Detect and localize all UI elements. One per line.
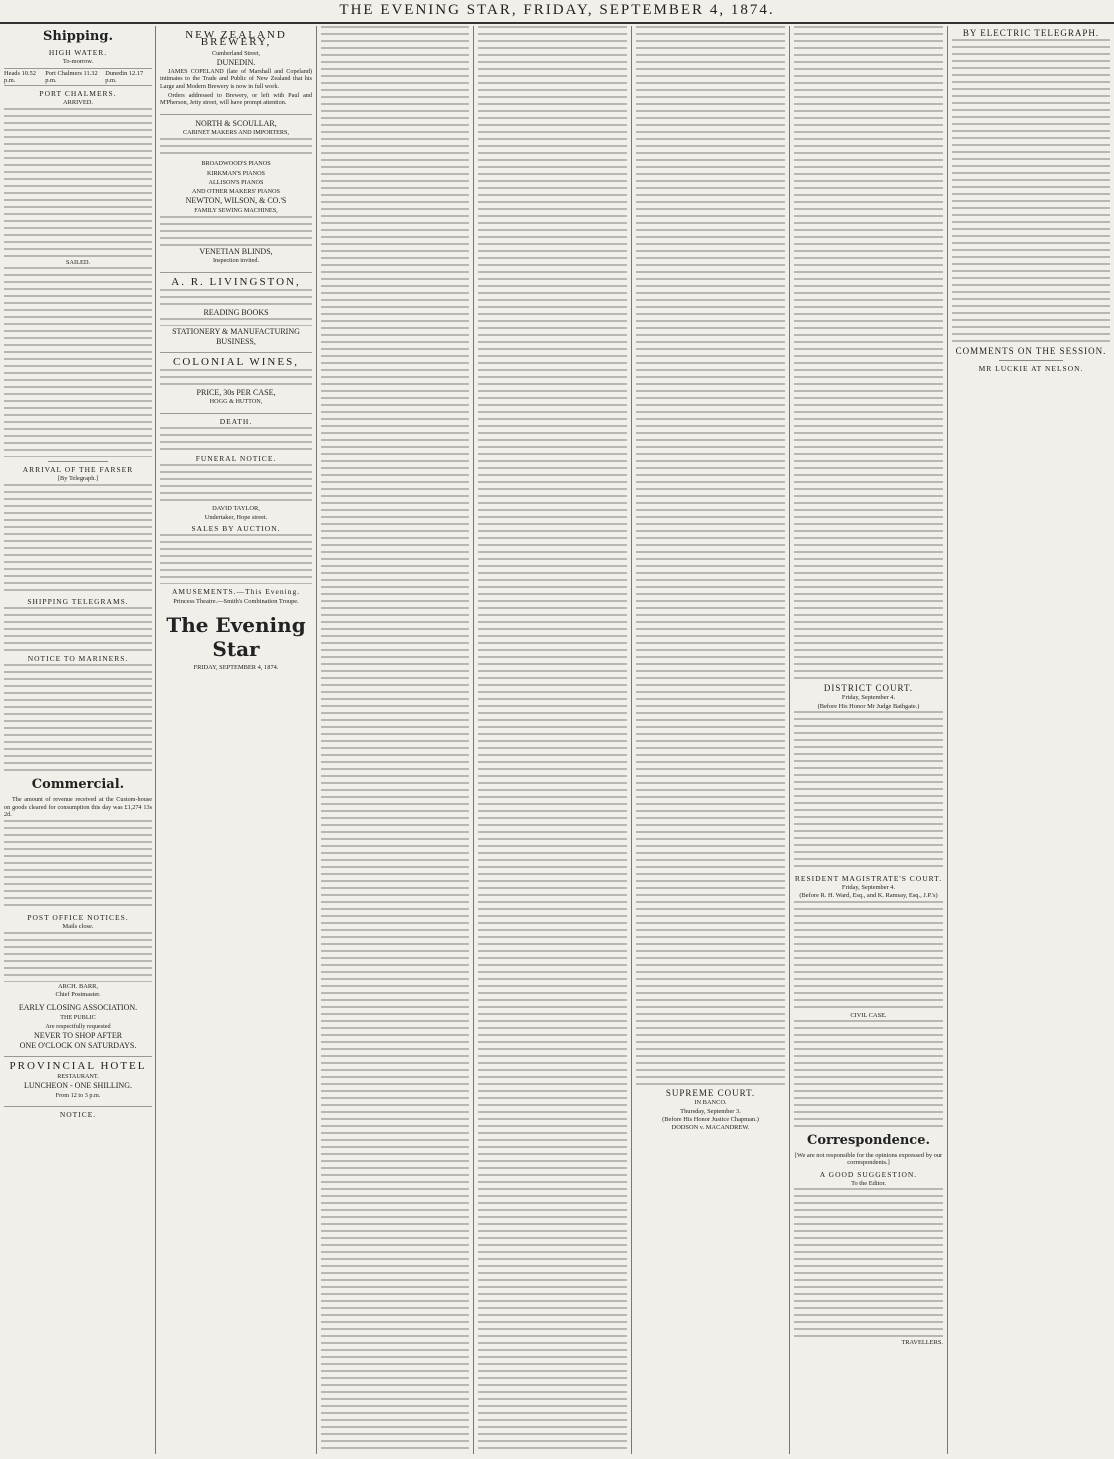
cabinet-makers: CABINET MAKERS AND IMPORTERS, xyxy=(182,128,290,136)
early-closing-title: EARLY CLOSING ASSOCIATION. xyxy=(18,1003,138,1013)
notice-heading: NOTICE. xyxy=(59,1110,97,1120)
in-banco: IN BANCO. xyxy=(694,1099,727,1107)
requested: Are respectfully requested xyxy=(45,1022,111,1030)
arrived-label: ARRIVED. xyxy=(63,99,93,107)
mails-close-label: Mails close. xyxy=(62,923,94,931)
column-news xyxy=(478,26,627,1454)
shipping-telegrams-text xyxy=(4,607,152,651)
electric-telegraph-heading: BY ELECTRIC TELEGRAPH. xyxy=(962,28,1100,38)
resident-magistrate-heading: RESIDENT MAGISTRATE'S COURT. xyxy=(794,873,943,883)
tide-port-chalmers: Port Chalmers 11.32 p.m. xyxy=(45,69,98,84)
leader-date: FRIDAY, SEPTEMBER 4, 1874. xyxy=(193,663,279,671)
column-court xyxy=(636,26,785,1454)
rm-before: (Before R. H. Ward, Esq., and K. Ramsay, Esq., J.P.'s) xyxy=(799,892,938,900)
tomorrow-label: To-morrow. xyxy=(62,58,94,66)
sales-heading: SALES BY AUCTION. xyxy=(191,523,281,533)
brewery-orders: Orders addressed to Brewery, or left with Paul and M'Pherson, Jetty street, will have prompt attention. xyxy=(160,92,312,107)
chief-postmaster: Chief Postmaster. xyxy=(55,991,101,999)
column-shipping xyxy=(4,26,152,1454)
provincial-hotel-title: PROVINCIAL HOTEL xyxy=(9,1059,147,1072)
farser-heading: ARRIVAL OF THE FARSER xyxy=(22,465,134,475)
column-rule xyxy=(316,26,317,1454)
farser-text xyxy=(4,484,152,594)
mariners-text xyxy=(4,664,152,774)
by-telegraph-label: [By Telegraph.] xyxy=(57,475,99,483)
supreme-court-heading: SUPREME COURT. xyxy=(665,1088,756,1098)
column-rule xyxy=(631,26,632,1454)
death-heading: DEATH. xyxy=(219,416,253,426)
venetian-blinds: VENETIAN BLINDS, xyxy=(199,247,273,257)
piano-1: BROADWOOD'S PIANOS xyxy=(201,160,271,168)
newspaper-title: THE EVENING STAR, FRIDAY, SEPTEMBER 4, 1874. xyxy=(339,2,775,18)
mails-text xyxy=(4,932,152,982)
piano-3: ALLISON'S PIANOS xyxy=(208,178,264,186)
rm-date: Friday, September 4. xyxy=(841,884,896,892)
column-telegraph xyxy=(952,26,1110,1454)
sailings-text xyxy=(4,267,152,457)
livingston-title: A. R. LIVINGSTON, xyxy=(171,275,301,288)
tide-dunedin: Dunedin 12.17 p.m. xyxy=(105,69,144,84)
newton-wilson: NEWTON, WILSON, & CO.'S xyxy=(185,196,287,206)
column-ads xyxy=(160,26,312,1454)
column-rule xyxy=(473,26,474,1454)
undertaker: Undertaker, Hope street. xyxy=(204,513,268,521)
early-closing-ad xyxy=(4,999,152,1056)
tide-heads: Heads 10.52 p.m. xyxy=(4,69,36,84)
column-leader xyxy=(321,26,469,1454)
district-court-heading: DISTRICT COURT. xyxy=(823,683,914,693)
stationery: STATIONERY & MANUFACTURING xyxy=(172,327,300,337)
one-oclock: ONE O'CLOCK ON SATURDAYS. xyxy=(19,1040,137,1050)
column-rule xyxy=(789,26,790,1454)
section-commercial-heading: Commercial. xyxy=(31,777,125,793)
brewery-city: DUNEDIN. xyxy=(216,57,256,67)
commercial-text xyxy=(4,820,152,910)
arrivals-text xyxy=(4,108,152,258)
david-taylor: DAVID TAYLOR, xyxy=(212,505,260,513)
good-suggestion-heading: A GOOD SUGGESTION. xyxy=(819,1169,918,1179)
princess-theatre: Princess Theatre.—Smith's Combination Troupe. xyxy=(173,597,299,605)
sailed-label: SAILED. xyxy=(65,258,91,266)
district-date: Friday, September 4. xyxy=(841,694,896,702)
inspection: Inspection invited. xyxy=(212,257,260,265)
arch-barr: ARCH. BARR, xyxy=(58,982,98,990)
post-office-heading: POST OFFICE NOTICES. xyxy=(27,913,129,923)
column-district xyxy=(794,26,943,1454)
district-before: (Before His Honor Mr Judge Bathgate.) xyxy=(817,702,920,710)
supreme-date: Thursday, September 3. xyxy=(680,1107,741,1115)
correspondence-note: [We are not responsible for the opinions expressed by our correspondents.] xyxy=(794,1152,943,1167)
port-chalmers-heading: PORT CHALMERS. xyxy=(39,89,117,99)
case-title: DODSON v. MACANDREW. xyxy=(671,1124,750,1132)
luckie-heading: MR LUCKIE AT NELSON. xyxy=(978,363,1084,373)
colonial-wines: COLONIAL WINES, xyxy=(173,355,299,368)
civil-case: CIVIL CASE. xyxy=(850,1011,887,1019)
business: BUSINESS, xyxy=(216,336,256,346)
supreme-before: (Before His Honor Justice Chapman.) xyxy=(662,1115,759,1123)
to-editor: To the Editor. xyxy=(851,1179,886,1187)
shipping-telegrams-heading: SHIPPING TELEGRAMS. xyxy=(27,596,129,606)
north-scoullar-ad xyxy=(160,115,312,273)
brewery-title: NEW ZEALAND BREWERY, xyxy=(185,29,287,49)
signature: TRAVELLERS. xyxy=(901,1339,943,1347)
family-machines: FAMILY SEWING MACHINES, xyxy=(194,206,278,214)
wine-price: PRICE, 30s PER CASE, xyxy=(196,388,276,398)
never-shop: NEVER TO SHOP AFTER xyxy=(33,1031,123,1041)
north-scoullar: NORTH & SCOULLAR, xyxy=(195,118,277,128)
masthead xyxy=(0,0,1114,24)
brewery-street: Cumberland Street, xyxy=(211,49,261,57)
column-rule xyxy=(155,26,156,1454)
reading-books: READING BOOKS xyxy=(203,307,269,317)
brewery-ad xyxy=(160,26,312,115)
brewery-copy: JAMES COPELAND (late of Marshall and Copeland) intimates to the Trade and Public of New Zealand that his Large and Modern Brewery is now in full work. xyxy=(160,68,312,90)
luncheon-hours: From 12 to 3 p.m. xyxy=(55,1091,101,1099)
notice-mariners-heading: NOTICE TO MARINERS. xyxy=(27,653,129,663)
provincial-hotel-ad xyxy=(4,1057,152,1107)
comments-session-heading: COMMENTS ON THE SESSION. xyxy=(955,346,1107,357)
the-public: THE PUBLIC xyxy=(60,1013,96,1021)
high-water-heading: HIGH WATER. xyxy=(48,48,108,57)
correspondence-heading: Correspondence. xyxy=(806,1133,931,1149)
restaurant: RESTAURANT. xyxy=(57,1073,99,1081)
commercial-lead: The amount of revenue received at the Custom-house on goods cleared for consumption this day was £1,274 13s 2d. xyxy=(4,796,152,818)
livingston-ad xyxy=(160,273,312,353)
tide-table xyxy=(4,68,152,87)
piano-2: KIRKMAN'S PIANOS xyxy=(206,169,265,177)
colonial-wines-ad xyxy=(160,353,312,414)
column-rule xyxy=(947,26,948,1454)
evening-star-banner: The Evening Star xyxy=(166,612,306,661)
hogg-hutton: HOGG & HUTTON, xyxy=(209,398,263,406)
amusements-heading: AMUSEMENTS.—This Evening. xyxy=(171,587,301,597)
luncheon: LUNCHEON - ONE SHILLING. xyxy=(24,1081,132,1091)
section-shipping-heading: Shipping. xyxy=(43,29,113,44)
piano-4: AND OTHER MAKERS' PIANOS xyxy=(192,188,280,196)
funeral-heading: FUNERAL NOTICE. xyxy=(195,454,277,464)
